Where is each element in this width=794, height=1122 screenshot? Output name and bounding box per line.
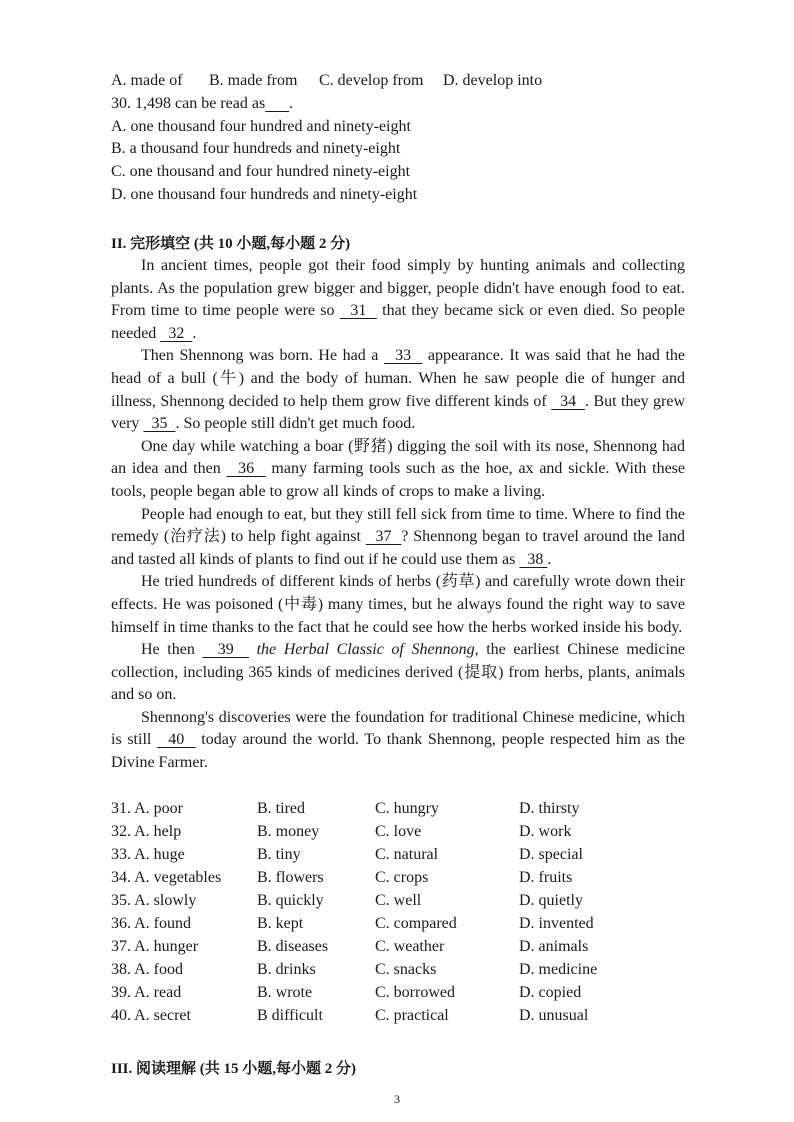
choice-37-b: B. diseases (257, 938, 329, 955)
choice-row-36 (111, 915, 711, 937)
passage-paragraph-1: In ancient times, people got their food simply by hunting animals and collecting plants. As the population grew bigger and bigger, people didn't have enough food to eat. From time to time people were so 31 that they became sick or even died. So people needed 32 . (111, 257, 686, 342)
choice-36-c: C. compared (375, 915, 457, 932)
blank-36: 36 (226, 460, 266, 478)
choice-36-b: B. kept (257, 915, 304, 932)
q29-option-d: D. develop into (443, 72, 543, 89)
choice-40-d: D. unusual (519, 1007, 589, 1024)
page-number: 3 (394, 1092, 400, 1106)
q30-stem-text: 30. 1,498 can be read as (111, 95, 266, 112)
choice-31-d: D. thirsty (519, 800, 580, 817)
q30-option-c: C. one thousand and four hundred ninety-eight (111, 163, 411, 180)
q30-stem-end: . (289, 95, 294, 112)
choice-row-33 (111, 846, 711, 868)
choice-32-a: 32. A. help (111, 823, 182, 840)
choice-39-c: C. borrowed (375, 984, 455, 1001)
choice-34-c: C. crops (375, 869, 429, 886)
blank-35: 35 (143, 415, 176, 433)
blank-34: 34 (551, 392, 585, 410)
choice-35-d: D. quietly (519, 892, 583, 909)
passage-paragraph-4: People had enough to eat, but they still fell sick from time to time. Where to find the remedy (治疗法) to help fight against 37 ? Shennong began to travel around the land and tasted all kinds of plants to find out if he could use them as 38 . (111, 505, 685, 568)
choice-37-d: D. animals (519, 938, 589, 955)
choice-31-a: 31. A. poor (111, 800, 183, 817)
choice-39-d: D. copied (519, 984, 582, 1001)
choice-40-b: B difficult (257, 1007, 323, 1024)
cloze-passage (111, 255, 685, 775)
choice-38-b: B. drinks (257, 961, 316, 978)
q30-stem (111, 93, 293, 115)
choice-35-b: B. quickly (257, 892, 324, 909)
blank-39: 39 (202, 641, 249, 659)
passage-paragraph-7: Shennong's discoveries were the foundation for traditional Chinese medicine, which is still 40 today around the world. To thank Shennong, people respected him as the Divine Farmer. (111, 708, 685, 772)
choice-40-a: 40. A. secret (111, 1007, 191, 1024)
blank-38: 38 (519, 550, 548, 568)
q30-option-a: A. one thousand four hundred and ninety-eight (111, 118, 411, 135)
q29-option-a: A. made of (111, 72, 183, 89)
choice-38-d: D. medicine (519, 961, 598, 978)
choice-row-35 (111, 892, 711, 914)
choice-34-a: 34. A. vegetables (111, 869, 222, 886)
choice-35-a: 35. A. slowly (111, 892, 197, 909)
choice-37-a: 37. A. hunger (111, 938, 199, 955)
choice-38-c: C. snacks (375, 961, 437, 978)
choice-36-d: D. invented (519, 915, 594, 932)
choice-row-32 (111, 823, 711, 845)
choice-32-b: B. money (257, 823, 320, 840)
blank-33: 33 (383, 347, 423, 365)
passage-paragraph-6: He then 39 the Herbal Classic of Shennong, the earliest Chinese medicine collection, including 365 kinds of medicines derived (提取) from herbs, plants, animals and so on. (111, 641, 686, 704)
choice-34-d: D. fruits (519, 869, 573, 886)
choice-32-c: C. love (375, 823, 422, 840)
choice-35-c: C. well (375, 892, 422, 909)
q29-option-c: C. develop from (319, 72, 424, 89)
choice-31-b: B. tired (257, 800, 305, 817)
choice-row-37 (111, 938, 711, 960)
passage-paragraph-5: He tried hundreds of different kinds of herbs (药草) and carefully wrote down their effects. He was poisoned (中毒) many times, but he always found the right way to save himself in time thanks to the fact that he could see how the herbs worked inside his body. (111, 573, 685, 636)
book-title: the Herbal Classic of Shennong (256, 641, 475, 659)
choice-40-c: C. practical (375, 1007, 449, 1024)
q29-options (111, 70, 711, 92)
q29-option-b: B. made from (209, 72, 298, 89)
choice-39-b: B. wrote (257, 984, 313, 1001)
choice-33-c: C. natural (375, 846, 439, 863)
section-3-heading: III. 阅读理解 (共 15 小题,每小题 2 分) (111, 1061, 357, 1077)
choice-row-31 (111, 800, 711, 822)
blank-40: 40 (156, 731, 196, 749)
choice-37-c: C. weather (375, 938, 445, 955)
blank-37: 37 (365, 528, 402, 546)
choice-row-39 (111, 984, 711, 1006)
choice-38-a: 38. A. food (111, 961, 183, 978)
choice-31-c: C. hungry (375, 800, 439, 817)
choice-39-a: 39. A. read (111, 984, 182, 1001)
q30-option-d: D. one thousand four hundreds and ninety-eight (111, 186, 418, 203)
blank-31: 31 (339, 302, 377, 320)
q30-option-b: B. a thousand four hundreds and ninety-eight (111, 140, 401, 157)
passage-paragraph-3: One day while watching a boar (野猪) digging the soil with its nose, Shennong had an idea and then 36 many farming tools such as the hoe, ax and sickle. With these tools, people began able to grow all kinds of crops to make a living. (111, 437, 686, 500)
choice-33-d: D. special (519, 846, 583, 863)
choice-33-b: B. tiny (257, 846, 301, 863)
section-2-heading: II. 完形填空 (共 10 小题,每小题 2 分) (111, 236, 351, 252)
choice-32-d: D. work (519, 823, 572, 840)
blank-32: 32 (160, 324, 193, 342)
q30-blank (265, 95, 289, 112)
choice-36-a: 36. A. found (111, 915, 191, 932)
choice-row-38 (111, 961, 711, 983)
choice-34-b: B. flowers (257, 869, 324, 886)
choice-33-a: 33. A. huge (111, 846, 185, 863)
passage-paragraph-2: Then Shennong was born. He had a 33 appearance. It was said that he had the head of a bull (牛) and the body of human. When he saw people die of hunger and illness, Shennong decided to help them grow five different kinds of 34 . But they grew very 35 . So people still didn't get much food. (111, 347, 686, 433)
choice-row-34 (111, 869, 711, 891)
choice-row-40 (111, 1007, 711, 1029)
